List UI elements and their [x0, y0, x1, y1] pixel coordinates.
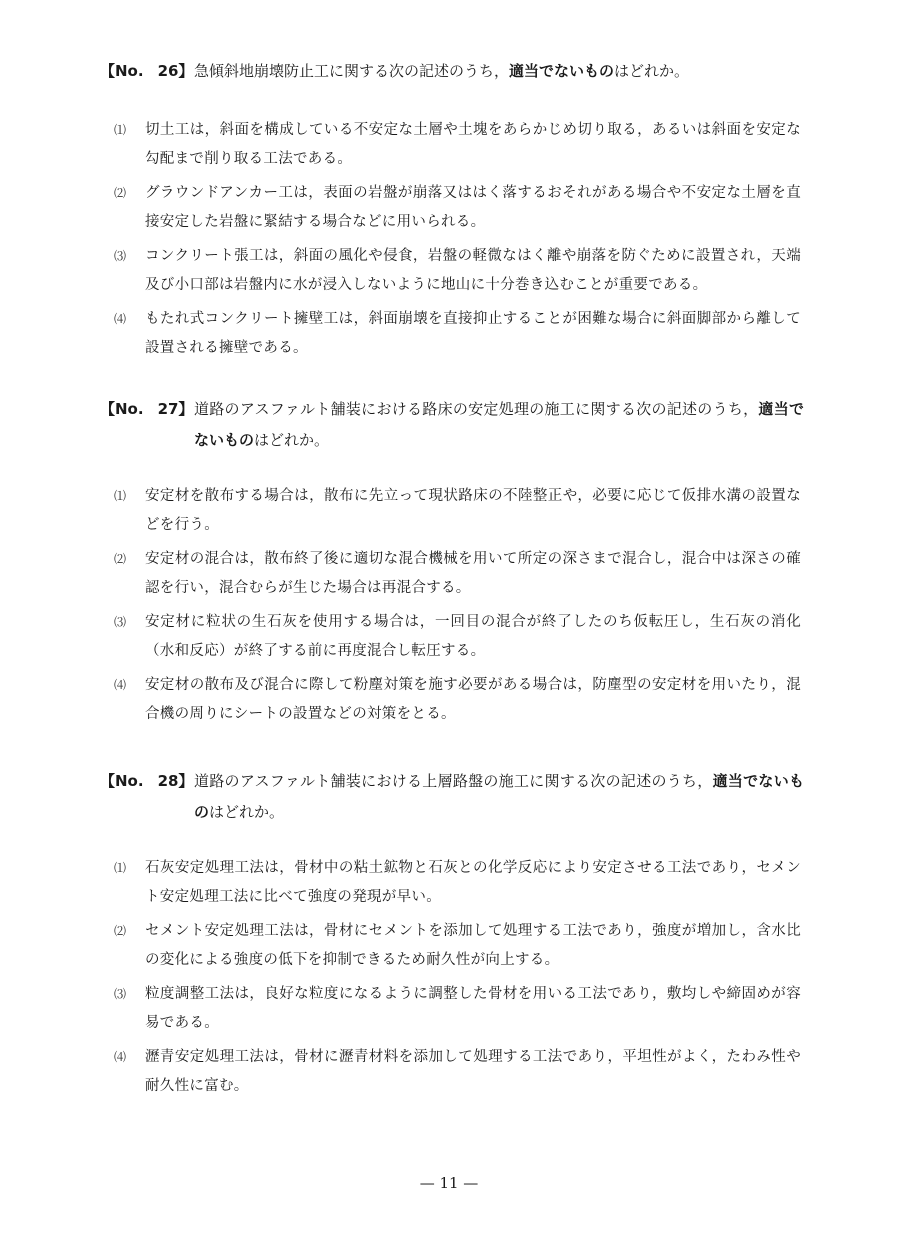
option-number: ⑴: [114, 861, 127, 875]
option-number: ⑶: [114, 615, 127, 629]
option-text: コンクリート張工は，斜面の風化や侵食，岩盤の軽微なはく離や崩落を防ぐために設置され，天端及び小口部は岩盤内に水が浸入しないように地山に十分巻き込むことが重要である。: [145, 248, 801, 293]
option-text: 安定材の散布及び混合に際して粉塵対策を施す必要がある場合は，防塵型の安定材を用いたり，混合機の周りにシートの設置などの対策をとる。: [145, 677, 801, 722]
option-item: [100, 545, 820, 603]
emphasis-text: 適当でないもの: [194, 400, 804, 449]
question-26: [100, 56, 820, 356]
option-item: [100, 116, 820, 174]
option-item: [100, 242, 820, 300]
question-number: 【No. 26】: [100, 62, 194, 80]
option-number: ⑴: [114, 489, 127, 503]
question-stem: 道路のアスファルト舗装における路床の安定処理の施工に関する次の記述のうち，適当でないものはどれか。: [194, 400, 804, 449]
option-item: [100, 854, 820, 912]
option-text: 石灰安定処理工法は，骨材中の粘土鉱物と石灰との化学反応により安定させる工法であり，セメント安定処理工法に比べて強度の発現が早い。: [145, 860, 801, 905]
option-number: ⑷: [114, 678, 127, 692]
option-text: 切土工は，斜面を構成している不安定な土層や土塊をあらかじめ切り取る，あるいは斜面を安定な勾配まで削り取る工法である。: [145, 122, 801, 167]
option-number: ⑴: [114, 123, 127, 137]
question-header: [100, 394, 820, 449]
question-27: [100, 394, 820, 722]
option-item: [100, 179, 820, 237]
option-text: もたれ式コンクリート擁壁工は，斜面崩壊を直接抑止することが困難な場合に斜面脚部から離して設置される擁壁である。: [145, 311, 801, 356]
option-item: [100, 608, 820, 666]
page-number: — 11 —: [419, 1174, 479, 1192]
option-item: [100, 980, 820, 1038]
option-number: ⑵: [114, 552, 127, 566]
option-item: [100, 482, 820, 540]
option-number: ⑷: [114, 312, 127, 326]
question-number: 【No. 27】: [100, 400, 194, 418]
option-number: ⑶: [114, 249, 127, 263]
option-text: 安定材に粒状の生石灰を使用する場合は，一回目の混合が終了したのち仮転圧し，生石灰の消化（水和反応）が終了する前に再度混合し転圧する。: [145, 614, 801, 659]
option-text: 安定材の混合は，散布終了後に適切な混合機械を用いて所定の深さまで混合し，混合中は深さの確認を行い，混合むらが生じた場合は再混合する。: [145, 551, 801, 596]
option-list: [100, 482, 820, 734]
option-item: [100, 671, 820, 729]
option-number: ⑷: [114, 1050, 127, 1064]
option-list: [100, 854, 820, 1106]
option-item: [100, 305, 820, 363]
option-number: ⑵: [114, 924, 127, 938]
option-number: ⑶: [114, 987, 127, 1001]
emphasis-text: 適当でないもの: [509, 62, 615, 80]
option-item: [100, 1043, 820, 1101]
option-item: [100, 917, 820, 975]
option-list: [100, 116, 820, 368]
option-text: 安定材を散布する場合は，散布に先立って現状路床の不陸整正や，必要に応じて仮排水溝の設置などを行う。: [145, 488, 801, 533]
option-text: 瀝青安定処理工法は，骨材に瀝青材料を添加して処理する工法であり，平坦性がよく，たわみ性や耐久性に富む。: [145, 1049, 801, 1094]
question-28: [100, 766, 820, 1094]
emphasis-text: 適当でないもの: [194, 772, 804, 821]
option-text: グラウンドアンカー工は，表面の岩盤が崩落又ははく落するおそれがある場合や不安定な土層を直接安定した岩盤に緊結する場合などに用いられる。: [145, 185, 801, 230]
option-text: セメント安定処理工法は，骨材にセメントを添加して処理する工法であり，強度が増加し，含水比の変化による強度の低下を抑制できるため耐久性が向上する。: [145, 923, 801, 968]
question-number: 【No. 28】: [100, 772, 194, 790]
question-stem: 道路のアスファルト舗装における上層路盤の施工に関する次の記述のうち，適当でないものはどれか。: [194, 772, 804, 821]
option-number: ⑵: [114, 186, 127, 200]
question-stem: 急傾斜地崩壊防止工に関する次の記述のうち，適当でないものはどれか。: [194, 62, 690, 80]
option-text: 粒度調整工法は，良好な粒度になるように調整した骨材を用いる工法であり，敷均しや締固めが容易である。: [145, 986, 801, 1031]
question-header: [100, 766, 820, 821]
question-header: [100, 56, 820, 86]
